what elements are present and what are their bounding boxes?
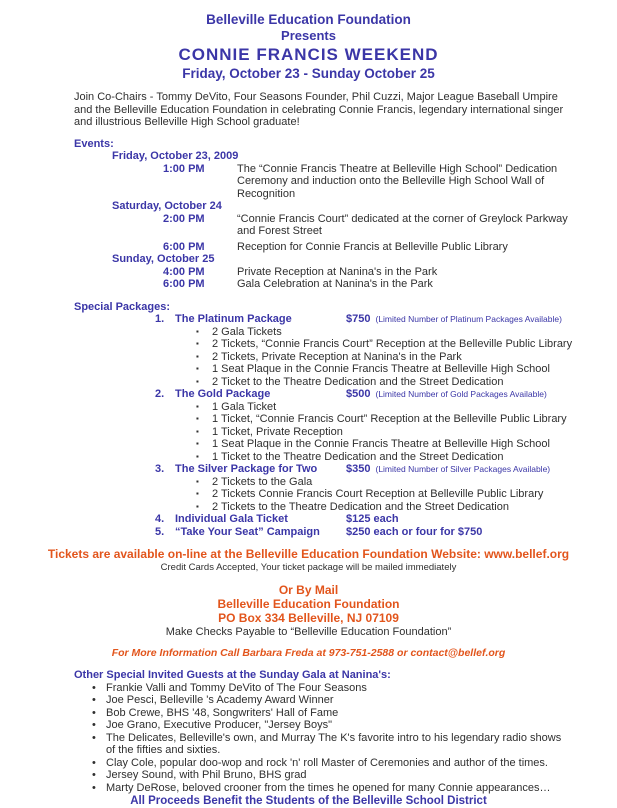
- square-bullet-icon: ▪: [196, 339, 199, 348]
- guest-list-item: [92, 732, 617, 757]
- round-bullet-icon: •: [92, 731, 96, 744]
- mail-block: [0, 583, 617, 639]
- guest-list-item: [92, 769, 617, 782]
- package-name: “Take Your Seat” Campaign: [175, 525, 320, 538]
- event-row: [163, 266, 617, 279]
- event-time: 4:00 PM: [163, 265, 205, 278]
- packages-heading: Special Packages:: [74, 300, 171, 313]
- package-number: 4.: [155, 513, 165, 525]
- package-benefit-item: [196, 476, 617, 489]
- guest-text: Joe Grano, Executive Producer, "Jersey Boys": [106, 719, 333, 731]
- square-bullet-icon: ▪: [196, 476, 199, 486]
- event-description: Gala Celebration at Nanina's in the Park: [237, 278, 433, 290]
- benefit-text: 2 Tickets to the Theatre Dedication and the Street Dedication: [212, 500, 509, 513]
- round-bullet-icon: •: [92, 681, 96, 694]
- presents-line: Presents: [281, 28, 336, 43]
- guest-text: The Delicates, Belleville's own, and Murray The K's favorite intro to his legendary radio shows of the fifties and sixties.: [106, 731, 562, 756]
- benefit-text: 2 Tickets to the Gala: [212, 475, 313, 488]
- event-dates: Friday, October 23 - Sunday October 25: [182, 66, 435, 81]
- benefit-text: 2 Tickets, Private Reception at Nanina's in the Park: [212, 350, 462, 363]
- round-bullet-icon: •: [92, 694, 96, 706]
- event-time: 6:00 PM: [163, 240, 205, 253]
- square-bullet-icon: ▪: [196, 489, 199, 498]
- round-bullet-icon: •: [92, 769, 96, 781]
- event-description: The “Connie Francis Theatre at Belleville High School” Dedication Ceremony and induction onto the Belleville High School Wall of Recognition: [237, 162, 558, 200]
- guest-text: Clay Cole, popular doo-wop and rock 'n' roll Master of Ceremonies and author of the times.: [106, 756, 548, 769]
- benefit-text: 1 Ticket to the Theatre Dedication and the Street Dedication: [212, 450, 504, 463]
- package-availability-note: (Limited Number of Platinum Packages Available): [375, 314, 562, 324]
- package-take-your-seat: [155, 526, 617, 539]
- guest-text: Marty DeRose, beloved crooner from the times he opened for many Connie appearances…: [106, 781, 551, 794]
- package-availability-note: (Limited Number of Gold Packages Available): [375, 389, 547, 399]
- benefit-text: 2 Gala Tickets: [212, 325, 282, 338]
- events-heading: Events:: [74, 137, 114, 150]
- square-bullet-icon: ▪: [196, 376, 199, 386]
- benefit-text: 1 Gala Ticket: [212, 400, 277, 413]
- event-row: [163, 278, 617, 291]
- package-price: $125 each: [346, 513, 399, 525]
- guest-list-item: [92, 757, 617, 770]
- square-bullet-icon: ▪: [196, 326, 199, 336]
- package-platinum: [155, 313, 617, 326]
- package-name: Individual Gala Ticket: [175, 513, 288, 525]
- guest-list-item: [92, 782, 617, 795]
- square-bullet-icon: ▪: [196, 426, 199, 436]
- square-bullet-icon: ▪: [196, 414, 199, 423]
- event-description: Reception for Connie Francis at Belleville Public Library: [237, 240, 508, 253]
- package-price: $250 each or four for $750: [346, 525, 483, 538]
- intro-paragraph: Join Co-Chairs - Tommy DeVito, Four Seasons Founder, Phil Cuzzi, Major League Baseball Umpire and the Belleville Education Foundation in celebrating Connie Francis, legendary international singer and illustrious Belleville High School graduate!: [74, 91, 564, 128]
- guest-list-item: [92, 682, 617, 695]
- round-bullet-icon: •: [92, 781, 96, 794]
- package-benefit-item: [196, 326, 617, 339]
- mail-org-line: Belleville Education Foundation: [217, 597, 400, 611]
- proceeds-footer: All Proceeds Benefit the Students of the Belleville School District: [130, 795, 487, 807]
- event-title: CONNIE FRANCIS WEEKEND: [178, 45, 439, 64]
- event-time: 6:00 PM: [163, 278, 205, 290]
- square-bullet-icon: ▪: [196, 451, 199, 461]
- event-row: [163, 163, 617, 201]
- event-day-friday: Friday, October 23, 2009: [112, 150, 239, 162]
- package-gold: [155, 388, 617, 401]
- package-benefit-item: [196, 376, 617, 389]
- benefit-text: 1 Ticket, Private Reception: [212, 425, 343, 438]
- square-bullet-icon: ▪: [196, 401, 199, 411]
- guest-list-item: [92, 719, 617, 732]
- or-by-mail-line: Or By Mail: [278, 583, 339, 597]
- round-bullet-icon: •: [92, 719, 96, 731]
- guest-text: Frankie Valli and Tommy DeVito of The Four Seasons: [106, 681, 367, 694]
- event-row: [163, 241, 617, 254]
- flyer-header: [0, 0, 617, 82]
- guest-list-item: [92, 694, 617, 707]
- event-description: “Connie Francis Court” dedicated at the corner of Greylock Parkway and Forest Street: [237, 212, 568, 237]
- round-bullet-icon: •: [92, 706, 96, 719]
- package-number: 1.: [155, 313, 165, 325]
- package-price: $750: [346, 313, 371, 325]
- event-time: 1:00 PM: [163, 162, 205, 175]
- guest-list-item: [92, 707, 617, 720]
- event-row: [163, 213, 617, 238]
- organization-name: Belleville Education Foundation: [206, 12, 411, 27]
- package-individual-ticket: [155, 513, 617, 526]
- package-price: $350: [346, 463, 371, 475]
- package-number: 5.: [155, 525, 165, 538]
- square-bullet-icon: ▪: [196, 351, 199, 361]
- package-benefit-item: [196, 426, 617, 439]
- package-benefit-item: [196, 488, 617, 501]
- benefit-text: 2 Tickets Connie Francis Court Reception at Belleville Public Library: [212, 488, 544, 500]
- package-availability-note: (Limited Number of Silver Packages Available): [375, 464, 551, 474]
- round-bullet-icon: •: [92, 756, 96, 769]
- guests-heading: Other Special Invited Guests at the Sunday Gala at Nanina's:: [74, 669, 391, 681]
- event-description: Private Reception at Nanina's in the Park: [237, 265, 438, 278]
- benefit-text: 1 Seat Plaque in the Connie Francis Theatre at Belleville High School: [212, 363, 550, 375]
- event-day-saturday: Saturday, October 24: [112, 200, 222, 212]
- package-benefit-item: [196, 401, 617, 414]
- package-benefit-item: [196, 501, 617, 514]
- package-benefit-item: [196, 363, 617, 376]
- package-benefit-item: [196, 451, 617, 464]
- package-number: 3.: [155, 463, 165, 475]
- guest-text: Joe Pesci, Belleville 's Academy Award Winner: [106, 694, 334, 706]
- tickets-online-line: Tickets are available on-line at the Belleville Education Foundation Website: www.bellef.org: [47, 547, 570, 561]
- benefit-text: 1 Ticket, “Connie Francis Court” Reception at the Belleville Public Library: [212, 413, 567, 425]
- square-bullet-icon: ▪: [196, 501, 199, 511]
- package-silver: [155, 463, 617, 476]
- square-bullet-icon: ▪: [196, 364, 199, 373]
- package-name: The Silver Package for Two: [175, 463, 318, 475]
- benefit-text: 2 Tickets, “Connie Francis Court” Reception at the Belleville Public Library: [212, 338, 573, 350]
- guests-section: [0, 669, 617, 794]
- contact-info-line: For More Information Call Barbara Freda at 973-751-2588 or contact@bellef.org: [111, 647, 506, 659]
- make-checks-line: Make Checks Payable to “Belleville Education Foundation”: [165, 626, 452, 638]
- package-benefit-item: [196, 413, 617, 426]
- guest-text: Jersey Sound, with Phil Bruno, BHS grad: [106, 769, 307, 781]
- credit-cards-line: Credit Cards Accepted, Your ticket package will be mailed immediately: [160, 562, 457, 573]
- package-benefit-item: [196, 338, 617, 351]
- guest-text: Bob Crewe, BHS '48, Songwriters' Hall of Fame: [106, 706, 339, 719]
- po-box-line: PO Box 334 Belleville, NJ 07109: [218, 611, 399, 625]
- package-name: The Gold Package: [175, 388, 271, 400]
- square-bullet-icon: ▪: [196, 439, 199, 448]
- events-section: [0, 138, 617, 291]
- event-day-sunday: Sunday, October 25: [112, 253, 215, 265]
- benefit-text: 1 Seat Plaque in the Connie Francis Theatre at Belleville High School: [212, 438, 550, 450]
- package-benefit-item: [196, 438, 617, 451]
- package-number: 2.: [155, 388, 165, 400]
- package-benefit-item: [196, 351, 617, 364]
- packages-section: [0, 301, 617, 539]
- benefit-text: 2 Ticket to the Theatre Dedication and the Street Dedication: [212, 375, 504, 388]
- package-price: $500: [346, 388, 371, 400]
- package-name: The Platinum Package: [175, 313, 292, 325]
- event-time: 2:00 PM: [163, 212, 205, 225]
